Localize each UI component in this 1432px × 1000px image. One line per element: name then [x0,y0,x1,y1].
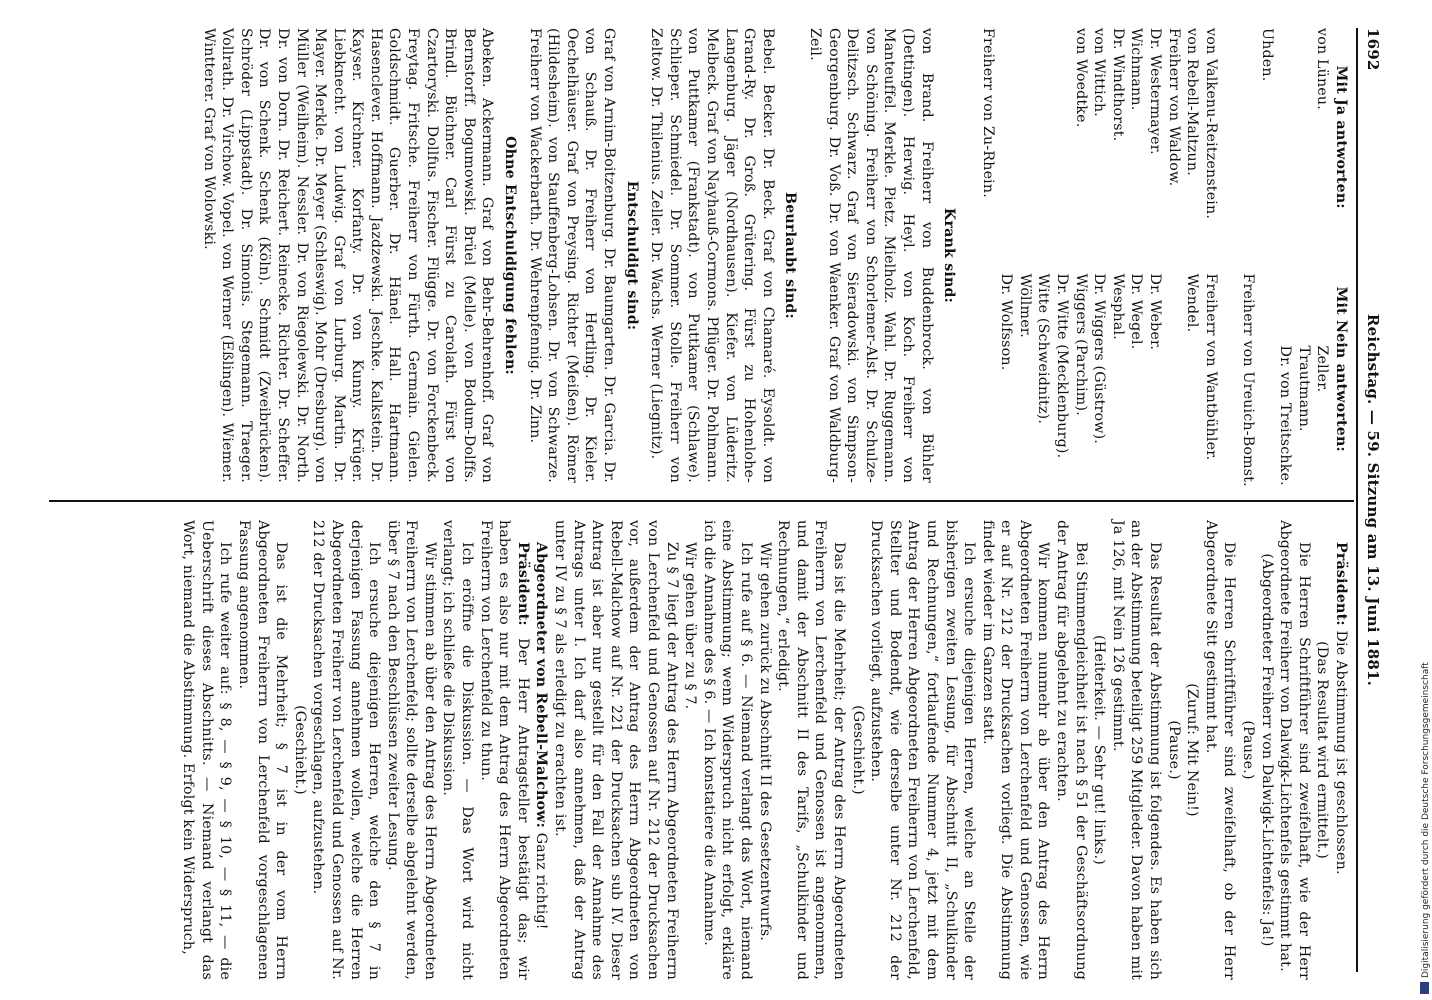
paragraph-text: Die Abstimmung ist geschlossen. [1333,630,1349,875]
vote-name [1164,256,1183,484]
column-divider [49,500,1354,502]
paragraph [476,520,532,980]
paragraph: Das ist die Mehrheit; der Antrag des Herrn Abgeordneten Freiherrn von Lerchenfeld und Genossen ist angenommen, und damit der Abschnitt II des Tarifs, „Schulkinder und Rechnungen,“ erledigt. [775,520,847,980]
left-column [199,28,1350,487]
section-heading-entschuldigt: Entschuldigt sind: [623,180,640,331]
paragraph: Das ist die Mehrheit; § 7 ist in der vom Herrn Abgeordneten Freiherrn von Lerchenfeld vorgeschlagenen Fassung angenommen. [235,520,290,980]
section-text-entschuldigt: Graf von Arnim-Boitzenburg. Dr. Baumgarten. Dr. Garcia. Dr. von Schauß. Dr. Freiherr von Hertling. Dr. Kieler. Oechelhäuser. Graf von Preysing. Richter (Meißen). Römer (Hildesheim). von Stauffenberg-Lohsen. Dr. von Schwarze. Freiherr von Wackerbarth. Dr. Wehrenpfennig. Dr. Zinn. [526,28,618,483]
vote-name: Freiherr von Waldow. [1165,28,1182,187]
vote-name: Zeller. [1314,345,1331,393]
speaker-label: Abgeordneter von Rebell-Malchow: [533,542,550,829]
vote-name: Dr. Witte (Mecklenburg). [1054,273,1071,459]
vote-lists [997,28,1350,487]
vote-name: von Valkenu-Reitzenstein. [1202,28,1219,220]
stage-direction: (Das Resultat wird ermittelt.) [1314,641,1331,859]
vote-heading-no: Mit Nein antworten: [1333,286,1349,452]
vote-name: Wendel. [1184,273,1201,333]
paragraph: Ich ersuche diejenigen Herren, welche an Stelle der bisherigen zweiten Lesung, für Abschnitt II, „Schulkinder und Rechnungen,“ fortlaufende Nummer 4, jetzt mit dem Antrag der Herren Abgeordneten Freiherrn von Lerchenfeld, Stellter und Bodendt, wie derselbe unter Nr. 212 der Drucksachen vorliegt, aufzustehen. [868,520,978,980]
vote-name: Freiherr von Ureuich-Bomst. [1240,273,1257,487]
vote-list-yes [997,28,1350,246]
paragraph [1331,520,1350,980]
vote-name: Dr. Wolfsson. [998,273,1015,371]
vote-name: Wichmann. [1128,28,1145,111]
paragraph-text: Ganz richtig! [533,832,550,930]
paragraph: Das Resultat der Abstimmung ist folgendes. Es haben sich an der Abstimmung beteiligt 259 Mitglieder. Davon haben mit Ja 126, mit Nein 126 gestimmt. [1109,520,1164,980]
page-number: 1692 [1364,28,1382,71]
section-text-ohne-entschuldigung: Abeken. Ackermann. Graf von Behr-Behrenhoff. Graf von Bernstorff. Bogumowski. Brüel (Melle). von Bodum-Dolffs. Brindl. Büchner. Carl Fürst zu Carolath. Fürst von Czartoryski. Dollfus. Fischer. Flügge. Dr. von Forckenbeck. Freytag. Fritsche. Freiherr von Fürth. Germain. Gielen. Goldschmidt. Guerber. Dr. Hänel. Hall. Hartmann. Hasenclever. Hoffmann. Jazdzewski. Jeschke. Kalkstein. Dr. Kayser. Kirchner. Korfanty. Dr. von Kunny. Krüger. Liebknecht. von Ludwig. Graf von Lurburg. Martin. Dr. Mayer. Merkle. Dr. Meyer (Schleswig). Mohr (Dresburg). von Müller (Weilheim). Nessler. Dr. von Riegolewski. Dr. North. Dr. von Dorn. Dr. Reichert. Reinecke. Richter. Dr. Scheffer. Dr. von Schenk. Schenk (Köln). Schmidt (Zweibrücken). Schröder (Lippstadt). Dr. Simonis. Stegemann. Traeger. Vollrath. Dr. Virchow. Vopel. von Werner (Eßlingen). Wiemer. Wintterer. Graf von Wolowski. [200,28,496,483]
vote-name: Dr. Windthorst. [1109,28,1126,142]
section-heading-krank: Krank sind: [941,207,958,304]
side-note-text: Digitalisierung gefördert durch die Deutsche Forschungsgemeinschaft [1421,662,1431,978]
side-note [1420,0,1432,1000]
vote-name [1238,28,1257,246]
page-title: Reichstag. — 59. Sitzung am 13. Juni 1881. [1364,313,1382,687]
vote-name: Dr. Wiggers (Güstrow). [1091,273,1108,445]
vote-name: von Woedtke. [1072,28,1089,128]
vote-name: Wöllmer. [1016,273,1033,338]
paragraph: Die Herren Schriftführer sind zweifelhaft, ob der Herr Abgeordnete Sitt gestimmt hat. [1202,520,1238,980]
vote-name: von Wittich. [1091,28,1108,118]
vote-name: Wiggers (Parchim). [1072,273,1089,416]
paragraph: Die Herren Schriftführer sind zweifelhaft, wie der Herr Abgeordnete Freiherr von Dalwigk-Lichtenfels gestimmt hat. [1277,520,1312,980]
vote-name: Trautmann. [1295,345,1312,432]
page-header [1356,28,1388,972]
section-text-beurlaubt: Bebel. Becker. Dr. Beck. Graf von Chamaré. Eysoldt. von Grand-Ry. Dr. Groß. Grütering. Fürst zu Hohenlohe-Langenburg. Jäger (Nordhausen). Kiefer. von Lüderitz. Melbeck. Graf von Nayhauß-Cormons. Pflüger. Dr. Pohlmann. von Puttkamer (Frankstadt). von Puttkamer (Schlawe). Schlieper. Schmiedel. Dr. Sommer. Stolle. Freiherr von Zeltow. Dr. Thilenius. Zeller. Dr. Wachs. Werner (Liegnitz). [648,28,776,483]
vote-name: Dr. Wegel. [1128,273,1145,350]
vote-name [1220,28,1239,246]
vote-no-names [997,256,1332,487]
paragraph: Wir stimmen ab über den Antrag des Herrn Abgeordneten Freiherrn von Lerchenfeld; sollte derselbe abgelehnt werden, über § 7 nach den Beschlüssen zweiter Lesung. [384,520,438,980]
vote-name: von Rebell-Maltzun. [1184,28,1201,176]
paragraph: Wir gehen über zu § 7. [682,542,699,710]
paragraph: Wir kommen nunmehr ab über den Antrag des Herrn Abgeordneten Freiherrn von Lerchenfeld und Genossen, wie er auf Nr. 212 der Drucksachen vorliegt. Die Abstimmung findet wieder im Ganzen statt. [979,520,1052,980]
paragraph: Ich rufe weiter auf: § 8, — § 9, — § 10, — § 11, — die Ueberschrift dieses Abschnitts. — Niemand verlangt das Wort, niemand die Abstimmung. Erfolgt kein Widerspruch, [180,520,234,980]
vote-name: Witte (Schweidnitz). [1035,273,1052,425]
vote-name: Uhden. [1258,28,1275,82]
vote-name [1276,28,1295,246]
vote-name [1257,256,1276,484]
stage-direction: (Pause.) [1165,720,1182,780]
stage-direction: (Geschieht.) [291,705,308,795]
paragraph: Bei Stimmengleichheit ist nach § 51 der Geschäftsordnung der Antrag für abgelehnt zu erachten. [1054,520,1089,980]
vote-name: Dr. Westermayer. [1147,28,1164,155]
vote-name: Dr. Weber. [1147,273,1164,351]
paragraph: Ich eröffne die Diskussion. — Das Wort wird nicht verlangt; ich schließe die Diskussion. [440,520,476,980]
speaker-label: Präsident: [514,542,531,626]
vote-name: Freiherr von Wantbühler. [1202,273,1219,461]
side-note-text-wrap [1420,0,1432,1000]
stage-direction: (Zuruf: Mit Nein!) [1184,683,1201,817]
paragraph-text: Der Herr Antragsteller bestätigt das; wir haben es also nur mit dem Antrag des Herrn Abgeordneten Freiherrn von Lerchenfeld zu thun. [477,520,531,980]
vote-name [1294,28,1313,246]
dfg-logo-icon [1420,982,1429,994]
vote-name: von Lüneu. [1314,28,1331,110]
section-text-krank: von Brand. Freiherr von Buddenbrock. von Bühler (Dettingen). Herwig. Heyl. von Koch. Freiherr von Manteuffel. Merkle. Pietz. Mielholz. Wahl. Dr. Ruggemann. von Schöning. Freiherr von Schorlemer-Alst. Dr. Schulze-Delitzsch. Schwarz. Graf von Sieradowski. von Simpson-Georgenburg. Dr. Voß. Dr. von Waenker. Graf von Waldburg-Zeil. [806,28,935,483]
vote-list-no [997,256,1350,487]
stage-direction: (Pause.) [1240,720,1257,780]
stage-direction: (Abgeordneter Freiherr von Dalwigk-Lichtenfels: Ja!) [1258,553,1275,947]
vote-yes-names [1071,28,1331,246]
vote-name: Dr. von Treitschke. [1277,345,1294,486]
paragraph: Wir gehen zurück zu Abschnitt II des Gesetzentwurfs. [756,542,773,942]
stage-direction: (Heiterkeit. — Sehr gut! links.) [1091,635,1108,865]
paragraph: Ich ersuche diejenigen Herren, welche den § 7 in derjenigen Fassung annehmen wollen, welche die Herren Abgeordneten Freiherr von Lerchenfeld und Genossen auf Nr. 212 der Drucksachen vorgeschlagen, aufzustehen. [310,520,383,980]
vote-heading-yes: Mit Ja antworten: [1333,65,1349,209]
paragraph: Ich rufe auf § 6. — Niemand verlangt das Wort, niemand eine Abstimmung; wenn Widerspruch nicht erfolgt, erkläre ich die Annahme des § 6. — Ich konstatiere die Annahme. [700,520,754,980]
stage-direction: (Geschieht.) [849,705,866,795]
section-heading-beurlaubt: Beurlaubt sind: [782,192,799,319]
right-column [179,520,1350,980]
speaker-label: Präsident: [1333,542,1349,626]
vote-name: Wesphal. [1109,273,1126,340]
section-heading-ohne-entschuldigung: Ohne Entschuldigung fehlen: [502,136,519,375]
paragraph: Zu § 7 liegt der Antrag des Herrn Abgeordneten Freiherrn von Lerchenfeld und Genossen auf Nr. 212 der Drucksachen vor, außerdem der Antrag des Herrn Abgeordneten von Rebell-Malchow auf Nr. 221 der Drucksachen sub IV. Dieser Antrag ist aber nur gestellt für den Fall der Annahme des Antrags unter I. Ich darf also annehmen, daß der Antrag unter IV zu § 7 als erledigt zu erachten ist. [552,520,680,980]
paragraph [532,520,551,980]
vote-name-tail: Freiherr von Zu-Rhein. [979,28,996,198]
vote-name [1220,256,1239,484]
